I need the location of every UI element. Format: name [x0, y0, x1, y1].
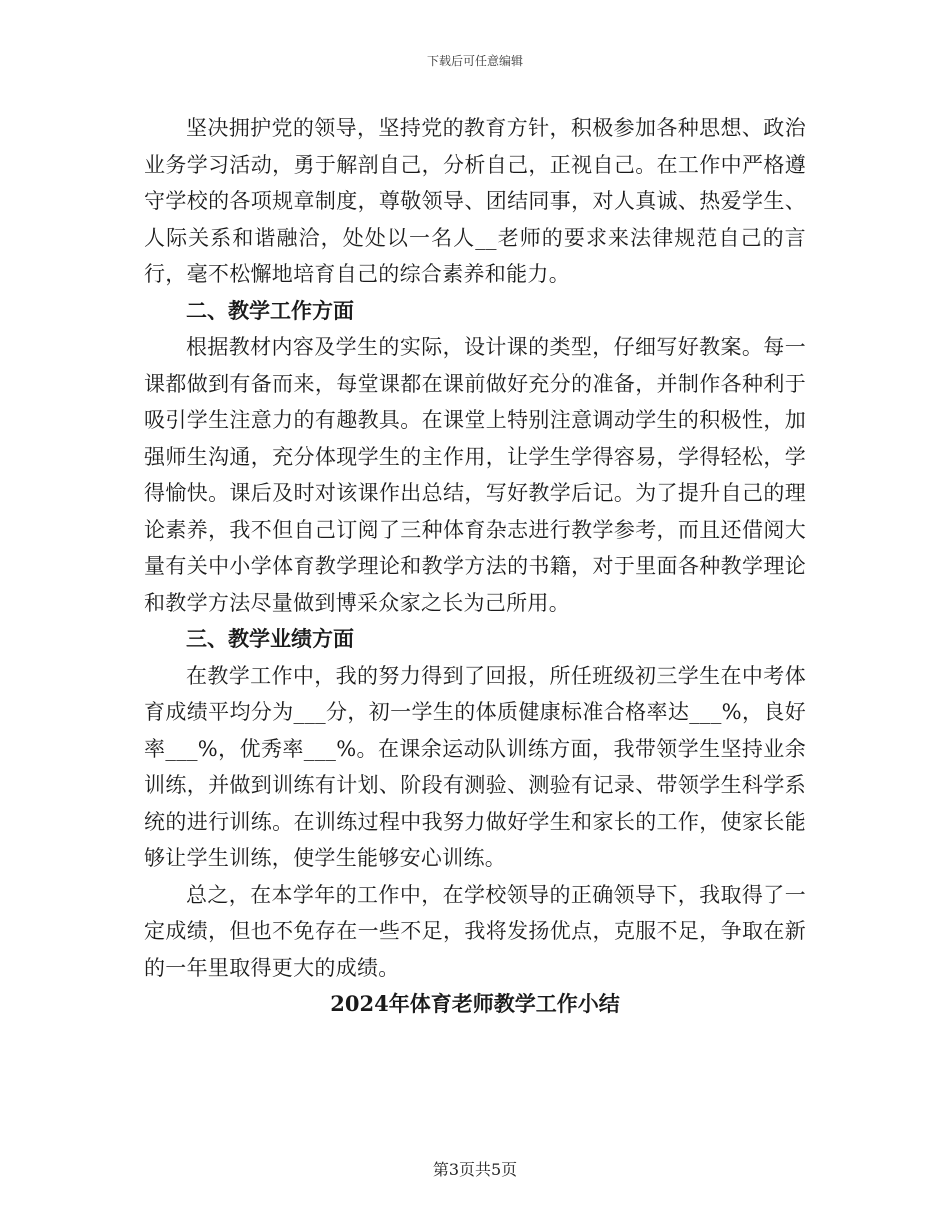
document-title: 2024年体育老师教学工作小结	[330, 991, 620, 1016]
paragraph-conduct: 坚决拥护党的领导，坚持党的教育方针，积极参加各种思想、政治业务学习活动，勇于解剖自己，分析自己，正视自己。在工作中严格遵守学校的各项规章制度，尊敬领导、团结同事，对人真诚、热爱学生、人际关系和谐融洽，处处以一名人__老师的要求来法律规范自己的言行，毫不松懈地培育自己的综合素养和能力。	[144, 116, 806, 286]
paragraph-summary: 总之，在本学年的工作中，在学校领导的正确领导下，我取得了一定成绩，但也不免存在一些不足，我将发扬优点，克服不足，争取在新的一年里取得更大的成绩。	[144, 882, 806, 980]
document-body	[144, 110, 806, 1023]
paragraph-teaching: 根据教材内容及学生的实际，设计课的类型，仔细写好教案。每一课都做到有备而来，每堂课都在课前做好充分的准备，并制作各种利于吸引学生注意力的有趣教具。在课堂上特别注意调动学生的积极性，加强师生沟通，充分体现学生的主作用，让学生学得容易，学得轻松，学得愉快。课后及时对该课作出总结，写好教学后记。为了提升自己的理论素养，我不但自己订阅了三种体育杂志进行教学参考，而且还借阅大量有关中小学体育教学理论和教学方法的书籍，对于里面各种教学理论和教学方法尽量做到博采众家之长为己所用。	[144, 335, 806, 615]
section-heading-results: 三、教学业绩方面	[186, 626, 354, 651]
page-header: 下载后可任意编辑	[426, 54, 523, 68]
page-number: 第3页共5页	[432, 1160, 518, 1179]
paragraph-results: 在教学工作中，我的努力得到了回报，所任班级初三学生在中考体育成绩平均分为___分，初一学生的体质健康标准合格率达___%，良好率___%，优秀率___%。在课余运动队训练方面，我带领学生坚持业余训练，并做到训练有计划、阶段有测验、测验有记录、带领学生科学系统的进行训练。在训练过程中我努力做好学生和家长的工作，使家长能够让学生训练，使学生能够安心训练。	[144, 663, 806, 870]
section-heading-teaching: 二、教学工作方面	[186, 297, 354, 323]
